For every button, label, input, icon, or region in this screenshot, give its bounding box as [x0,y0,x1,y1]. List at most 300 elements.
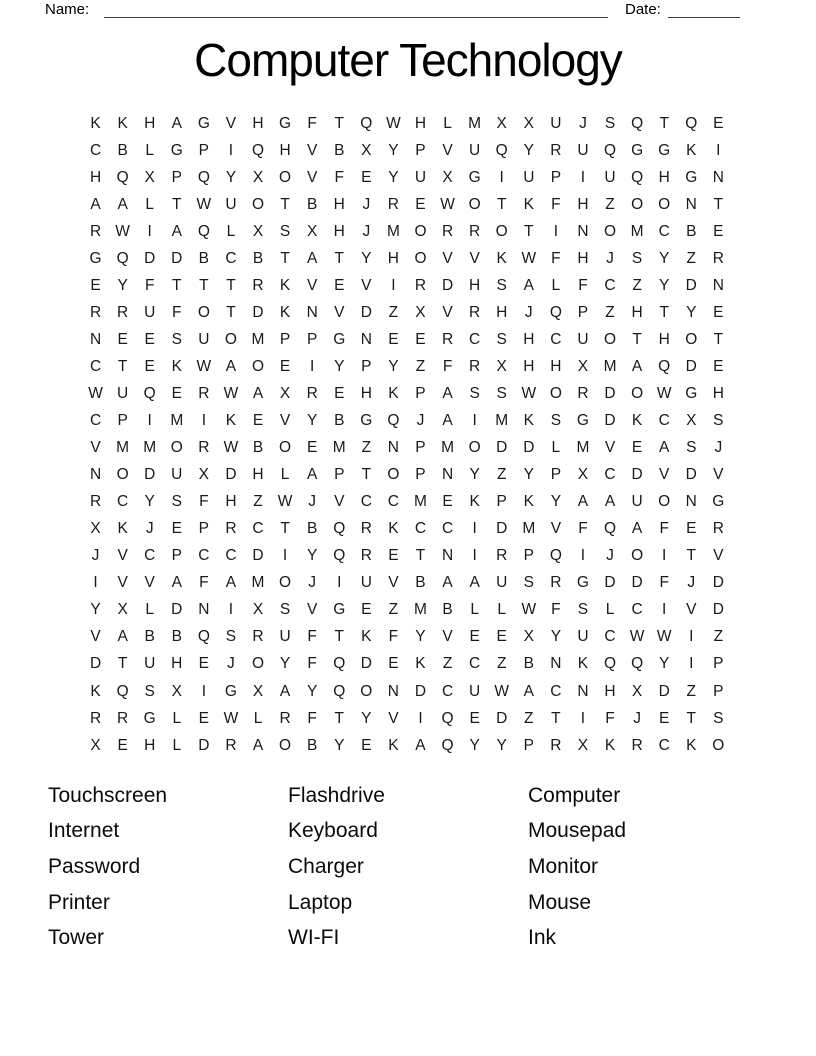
grid-letter: O [712,736,725,754]
grid-letter: D [89,655,102,673]
grid-letter: X [577,357,589,375]
grid-letter: U [523,168,535,186]
grid-letter: E [198,655,210,673]
grid-letter: J [362,195,371,213]
word-column [48,778,167,956]
grid-letter: C [658,222,670,240]
grid-letter: U [577,628,589,646]
grid-letter: Q [333,655,346,673]
grid-letter: K [361,628,372,646]
grid-letter: H [279,141,291,159]
grid-letter: P [171,168,182,186]
grid-letter: E [496,628,507,646]
grid-letter: H [712,384,724,402]
grid-letter: T [226,276,236,294]
grid-letter: C [414,520,427,538]
grid-letter: U [496,574,508,592]
grid-letter: W [88,384,103,402]
grid-letter: X [252,222,264,240]
grid-letter: I [499,168,504,186]
grid-letter: D [360,655,372,673]
grid-letter: D [496,709,508,727]
grid-letter: C [225,249,237,267]
grid-letter: R [198,439,210,457]
grid-letter: O [685,330,698,348]
grid-letter: V [117,574,128,592]
grid-letter: Z [496,655,507,673]
date-blank-line [668,2,740,18]
grid-letter: L [145,141,154,159]
grid-letter: U [198,330,210,348]
grid-letter: N [685,493,697,511]
grid-letter: O [468,195,481,213]
grid-letter: N [712,276,724,294]
grid-letter: S [713,412,724,430]
grid-letter: T [334,114,344,132]
grid-letter: J [633,709,641,727]
grid-letter: R [252,628,264,646]
grid-letter: Q [333,520,346,538]
grid-letter: X [279,384,291,402]
word-item: Computer [528,783,621,807]
grid-letter: E [144,330,155,348]
grid-letter: T [117,655,128,673]
grid-letter: W [223,439,239,457]
grid-letter: G [685,168,698,186]
letter-grid [82,110,732,759]
word-item: Mousepad [528,819,627,843]
grid-letter: U [279,628,291,646]
grid-letter: M [630,222,644,240]
grid-letter: T [226,303,236,321]
grid-letter: M [143,439,157,457]
grid-letter: H [144,114,156,132]
grid-letter: I [310,357,315,375]
grid-letter: O [631,547,644,565]
grid-letter: Z [686,682,696,700]
grid-letter: A [252,384,264,402]
grid-letter: O [279,736,292,754]
grid-letter: E [117,330,128,348]
grid-letter: V [306,168,318,186]
grid-letter: Q [333,682,346,700]
grid-letter: T [713,195,724,213]
grid-letter: R [198,384,210,402]
grid-letter: O [360,682,373,700]
grid-letter: P [334,466,345,484]
grid-letter: V [225,114,237,132]
grid-letter: J [714,439,723,457]
grid-letter: D [360,303,372,321]
grid-letter: T [686,709,696,727]
grid-letter: D [252,547,264,565]
grid-letter: E [469,628,480,646]
grid-letter: I [689,628,694,646]
grid-letter: H [387,249,399,267]
grid-letter: M [332,439,346,457]
grid-letter: D [658,682,670,700]
grid-letter: P [550,466,562,484]
grid-letter: G [279,114,292,132]
grid-letter: J [416,412,425,430]
grid-letter: U [171,466,183,484]
grid-letter: L [145,195,154,213]
grid-letter: Q [197,222,210,240]
grid-letter: D [685,276,697,294]
grid-letter: L [551,276,561,294]
grid-letter: E [279,357,291,375]
grid-letter: D [712,574,724,592]
grid-letter: I [580,547,586,565]
grid-letter: X [252,682,264,700]
grid-letter: O [468,439,481,457]
grid-letter: I [580,168,586,186]
grid-letter: L [145,601,154,619]
grid-letter: Z [632,276,642,294]
grid-letter: J [308,493,317,511]
grid-letter: Z [713,628,724,646]
grid-letter: H [658,330,670,348]
grid-letter: Z [524,709,534,727]
word-item: Mouse [528,890,592,914]
grid-letter: J [524,303,533,321]
grid-letter: I [418,709,423,727]
grid-letter: G [143,709,156,727]
grid-letter: K [225,412,237,430]
grid-letter: C [144,547,156,565]
grid-letter: B [523,655,534,673]
grid-letter: M [441,439,455,457]
grid-letter: E [252,412,264,430]
grid-letter: X [252,601,264,619]
grid-letter: B [306,195,318,213]
grid-letter: I [689,655,694,673]
grid-letter: S [469,384,480,402]
grid-letter: N [89,330,102,348]
grid-letter: U [144,655,156,673]
grid-letter: Q [549,303,562,321]
grid-letter: D [712,601,724,619]
grid-letter: Q [631,114,644,132]
grid-letter: Y [117,276,128,294]
grid-letter: T [524,222,534,240]
grid-letter: Z [605,195,615,213]
grid-letter: N [577,682,589,700]
grid-letter: R [441,330,454,348]
grid-letter: P [171,547,182,565]
grid-letter: N [441,466,454,484]
grid-letter: O [251,357,265,375]
grid-letter: M [414,601,427,619]
grid-letter: C [441,520,454,538]
grid-letter: V [659,466,670,484]
grid-letter: Z [686,249,696,267]
grid-letter: D [631,574,643,592]
grid-letter: V [306,141,318,159]
grid-letter: G [333,601,346,619]
grid-letter: B [686,222,697,240]
grid-letter: K [90,682,101,700]
grid-letter: I [580,709,586,727]
grid-letter: R [550,736,562,754]
grid-letter: Y [659,249,670,267]
grid-letter: Y [306,547,318,565]
name-label: Name: [45,1,90,18]
grid-letter: V [604,439,616,457]
grid-letter: I [93,574,98,592]
grid-letter: O [658,493,671,511]
grid-letter: H [658,168,670,186]
grid-letter: P [415,141,426,159]
grid-letter: T [280,520,290,538]
grid-letter: W [223,709,239,727]
grid-letter: W [115,222,130,240]
grid-letter: X [306,222,318,240]
grid-letter: X [171,682,182,700]
grid-letter: G [360,412,373,430]
grid-letter: O [414,249,427,267]
grid-letter: V [279,412,291,430]
grid-letter: Z [415,357,426,375]
grid-letter: V [442,249,453,267]
grid-letter: V [550,520,562,538]
grid-letter: I [472,547,477,565]
grid-letter: X [90,520,101,538]
grid-letter: W [277,493,293,511]
grid-letter: A [171,574,182,592]
grid-letter: I [147,222,152,240]
grid-letter: K [117,114,128,132]
grid-letter: V [469,249,480,267]
grid-letter: Y [388,141,399,159]
grid-letter: A [577,493,589,511]
grid-letter: X [496,357,507,375]
grid-letter: A [415,736,426,754]
grid-letter: E [469,709,480,727]
grid-letter: C [550,682,562,700]
grid-letter: W [521,249,537,267]
grid-letter: S [496,276,507,294]
grid-letter: R [306,384,318,402]
grid-letter: E [171,384,182,402]
grid-letter: O [251,195,265,213]
grid-letter: R [117,709,129,727]
grid-letter: P [361,357,372,375]
grid-letter: W [521,384,537,402]
grid-letter: B [171,628,182,646]
grid-letter: K [117,520,128,538]
grid-letter: I [472,412,477,430]
word-item: Charger [288,854,364,878]
grid-letter: V [334,493,345,511]
grid-letter: G [170,141,183,159]
grid-letter: E [361,601,372,619]
grid-letter: M [251,574,265,592]
word-item: Monitor [528,854,599,878]
grid-letter: R [550,574,562,592]
grid-letter: X [361,141,372,159]
grid-letter: K [279,276,291,294]
grid-letter: O [116,466,129,484]
grid-letter: F [659,574,669,592]
grid-letter: P [713,655,724,673]
grid-letter: R [279,709,291,727]
grid-letter: O [414,222,427,240]
grid-letter: S [171,493,182,511]
grid-letter: O [495,222,508,240]
grid-letter: P [577,303,589,321]
grid-letter: D [496,439,508,457]
grid-letter: N [387,439,399,457]
grid-letter: K [631,412,643,430]
grid-letter: P [279,330,291,348]
grid-letter: N [441,547,454,565]
grid-letter: R [469,303,481,321]
grid-letter: A [442,574,453,592]
grid-letter: V [334,303,345,321]
grid-letter: V [713,547,724,565]
grid-letter: J [606,249,614,267]
grid-letter: H [496,303,508,321]
grid-letter: M [468,114,482,132]
grid-letter: G [468,168,481,186]
grid-letter: L [280,466,290,484]
grid-letter: Q [441,709,454,727]
grid-letter: S [713,709,724,727]
grid-letter: Z [388,601,399,619]
grid-letter: T [117,357,128,375]
grid-letter: L [172,736,182,754]
grid-letter: Y [523,141,534,159]
grid-letter: Y [306,412,318,430]
grid-letter: E [361,736,372,754]
grid-letter: Q [116,682,129,700]
grid-letter: B [252,439,264,457]
grid-letter: M [495,412,509,430]
grid-letter: H [604,682,616,700]
grid-letter: X [117,601,128,619]
grid-letter: O [170,439,183,457]
grid-letter: D [414,682,427,700]
grid-letter: K [469,493,480,511]
grid-letter: O [279,439,292,457]
grid-letter: A [469,574,480,592]
grid-letter: A [225,574,237,592]
grid-letter: R [631,736,643,754]
grid-letter: A [90,195,101,213]
grid-letter: P [550,168,562,186]
grid-letter: H [577,249,589,267]
grid-letter: H [333,195,345,213]
grid-letter: K [686,736,697,754]
grid-letter: M [414,493,427,511]
grid-letter: Y [550,493,562,511]
grid-letter: R [225,520,237,538]
name-blank-line [104,2,608,18]
grid-letter: R [414,276,427,294]
grid-letter: Y [334,736,345,754]
word-item: Printer [48,890,110,914]
grid-letter: S [144,682,155,700]
grid-letter: E [659,709,670,727]
grid-letter: I [391,276,396,294]
grid-letter: Y [686,303,697,321]
grid-letter: H [171,655,183,673]
date-label: Date: [625,1,661,18]
grid-letter: C [658,736,670,754]
grid-letter: R [117,303,129,321]
grid-letter: E [334,384,345,402]
grid-letter: K [171,357,182,375]
grid-letter: S [279,601,291,619]
grid-letter: E [713,357,724,375]
grid-letter: C [441,682,454,700]
grid-letter: X [252,168,264,186]
grid-letter: D [252,303,264,321]
grid-letter: C [360,493,372,511]
word-item: Password [48,854,141,878]
grid-letter: T [659,114,669,132]
grid-letter: S [496,384,507,402]
grid-letter: B [117,141,128,159]
grid-letter: J [227,655,235,673]
grid-letter: S [550,412,562,430]
grid-letter: X [523,628,534,646]
grid-letter: E [442,493,453,511]
grid-letter: H [523,330,535,348]
grid-letter: G [658,141,671,159]
grid-letter: F [307,709,317,727]
grid-letter: M [386,222,400,240]
grid-letter: I [662,601,667,619]
grid-letter: S [171,330,182,348]
grid-letter: A [631,357,643,375]
grid-letter: K [523,195,534,213]
grid-letter: R [89,709,102,727]
grid-letter: R [252,276,264,294]
grid-letter: H [414,114,427,132]
grid-letter: C [604,628,616,646]
grid-letter: O [658,195,671,213]
grid-letter: B [442,601,453,619]
grid-letter: D [144,466,156,484]
grid-letter: R [360,547,372,565]
grid-letter: Q [685,114,698,132]
grid-letter: V [361,276,372,294]
grid-letter: G [631,141,644,159]
grid-letter: S [523,574,534,592]
grid-letter: X [523,114,534,132]
grid-letter: C [198,547,210,565]
grid-letter: C [469,655,481,673]
grid-letter: L [226,222,236,240]
grid-letter: Y [659,655,670,673]
grid-letter: I [472,520,477,538]
grid-letter: Y [415,628,426,646]
word-item: Ink [528,926,557,950]
grid-letter: H [577,195,589,213]
grid-letter: H [252,114,264,132]
grid-letter: B [334,141,345,159]
grid-letter: M [251,330,265,348]
grid-letter: O [197,303,210,321]
grid-letter: C [117,493,129,511]
grid-letter: N [577,222,589,240]
grid-letter: A [442,412,453,430]
grid-letter: I [716,141,721,159]
grid-letter: U [469,141,481,159]
grid-letter: V [442,141,453,159]
